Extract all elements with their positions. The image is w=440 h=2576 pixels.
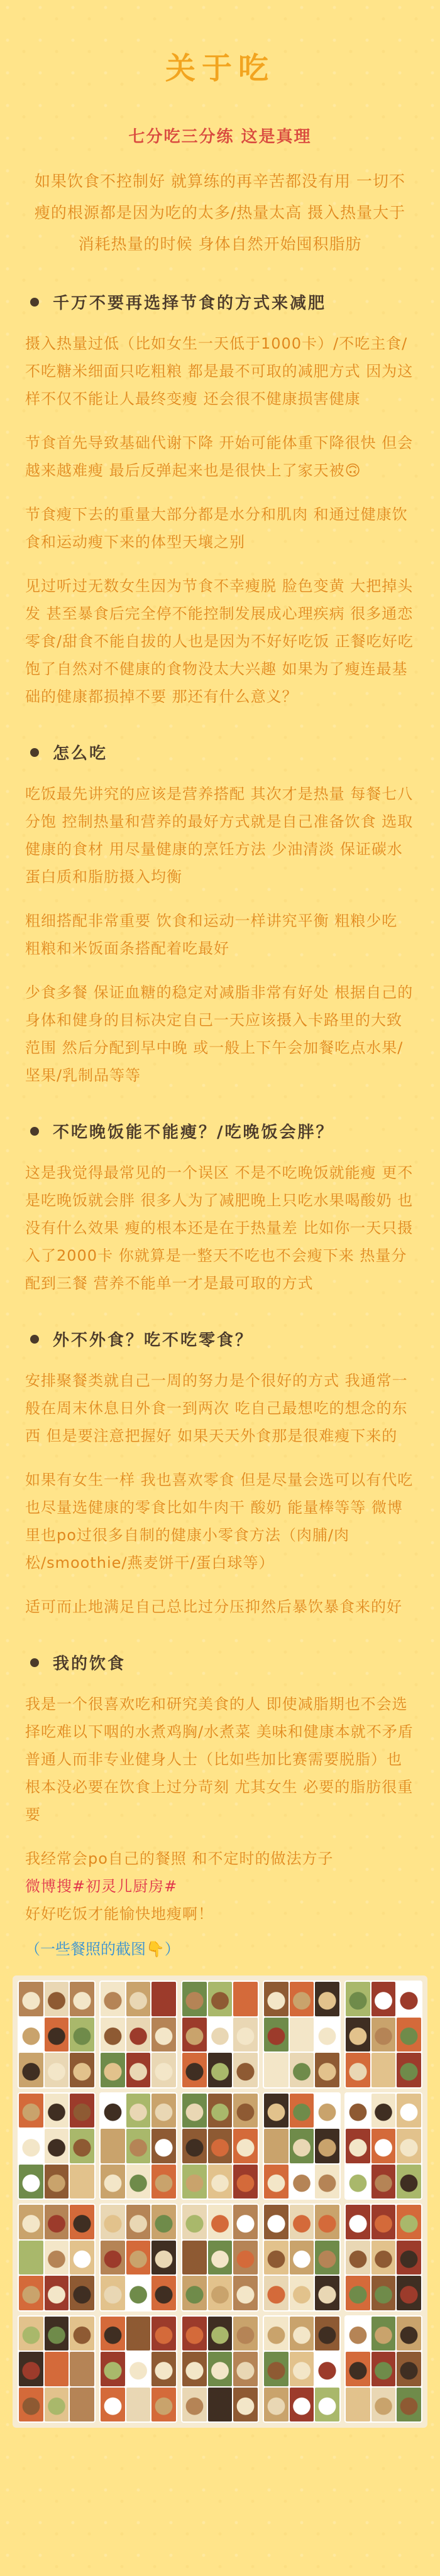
food-tile (45, 2129, 69, 2163)
food-tile (346, 1982, 370, 2016)
food-tile (397, 2165, 421, 2199)
food-tile (182, 2352, 207, 2386)
food-tile (45, 2317, 69, 2351)
photos-caption: （一些餐照的截图👇） (25, 1940, 180, 1958)
food-tile (19, 2165, 43, 2199)
food-tile (397, 2129, 421, 2163)
food-tile (182, 2129, 207, 2163)
section-heading (25, 1327, 415, 1350)
food-tile (397, 1982, 421, 2016)
food-tile (371, 2129, 396, 2163)
food-tile (264, 2241, 289, 2275)
food-tile (346, 2276, 370, 2310)
food-tile (182, 2241, 207, 2275)
food-tile (101, 2276, 125, 2310)
food-tile (290, 2165, 314, 2199)
food-tile (264, 1982, 289, 2016)
food-tile (371, 2276, 396, 2310)
food-tile (264, 2317, 289, 2351)
food-tile (19, 2317, 43, 2351)
meal-photo (263, 1981, 341, 2089)
bullet-icon (30, 1335, 39, 1344)
food-tile (126, 2317, 151, 2351)
food-tile (346, 2317, 370, 2351)
food-tile (19, 2129, 43, 2163)
food-tile (371, 2352, 396, 2386)
food-tile (264, 2018, 289, 2052)
food-tile (315, 2276, 339, 2310)
food-tile (397, 2018, 421, 2052)
food-tile (70, 2018, 94, 2052)
paragraph: 节食瘦下去的重量大部分都是水分和肌肉 和通过健康饮食和运动瘦下来的体型天壤之别 (25, 506, 408, 551)
food-tile (101, 2129, 125, 2163)
food-tile (371, 2165, 396, 2199)
food-tile (290, 2094, 314, 2128)
food-tile (371, 2241, 396, 2275)
section-heading-text: 千万不要再选择节食的方式来减肥 (53, 294, 327, 313)
food-tile (208, 2205, 233, 2239)
food-tile (233, 2018, 258, 2052)
food-tile (182, 1982, 207, 2016)
food-tile (151, 2018, 176, 2052)
food-tile (19, 2018, 43, 2052)
food-tile (371, 2018, 396, 2052)
food-tile (397, 2094, 421, 2128)
food-tile (101, 2094, 125, 2128)
food-tile (208, 2241, 233, 2275)
paragraph: 我经常会po自己的餐照 和不定时的做法方子 (25, 1850, 334, 1867)
food-tile (208, 2053, 233, 2087)
food-tile (208, 2094, 233, 2128)
food-tile (101, 1982, 125, 2016)
header (0, 0, 440, 147)
bullet-icon (30, 1658, 39, 1667)
section-no-dieting (25, 290, 415, 710)
food-tile (264, 2094, 289, 2128)
food-tile (126, 2205, 151, 2239)
food-tile (233, 2205, 258, 2239)
food-tile (45, 2205, 69, 2239)
food-tile (290, 1982, 314, 2016)
paragraph: 安排聚餐类就自己一周的努力是个很好的方式 我通常一般在周末休息日外食一到两次 吃自己最想吃的想念的东西 但是要注意把握好 如果天天外食那是很难瘦下来的 (25, 1372, 408, 1445)
food-tile (45, 2241, 69, 2275)
food-tile (315, 1982, 339, 2016)
food-tile (151, 2165, 176, 2199)
food-tile (19, 2205, 43, 2239)
section-heading-text: 不吃晚饭能不能瘦？/吃晚饭会胖？ (53, 1123, 334, 1142)
food-tile (264, 2352, 289, 2386)
bullet-icon (30, 748, 39, 757)
food-tile (397, 2276, 421, 2310)
food-tile (19, 2388, 43, 2422)
food-tile (126, 1982, 151, 2016)
food-tile (101, 2388, 125, 2422)
section-my-diet (25, 1651, 415, 1963)
food-tile (101, 2241, 125, 2275)
food-tile (151, 2317, 176, 2351)
food-tile (208, 2352, 233, 2386)
paragraph: 适可而止地满足自己总比过分压抑然后暴饮暴食来的好 (25, 1598, 402, 1616)
food-tile (101, 2205, 125, 2239)
meal-photo (344, 1981, 422, 2089)
meal-photo (18, 1981, 96, 2089)
meal-photo (181, 1981, 259, 2089)
food-tile (315, 2165, 339, 2199)
food-tile (264, 2205, 289, 2239)
food-tile (346, 2165, 370, 2199)
food-tile (126, 2094, 151, 2128)
food-tile (264, 2129, 289, 2163)
paragraph: 我是一个很喜欢吃和研究美食的人 即使减脂期也不会选择吃难以下咽的水煮鸡胸/水煮菜 美味和健康本就不矛盾 普通人而非专业健身人士（比如些加比赛需要脱脂）也根本没必要在饮食上过分苛刻 尤其女生 必要的脂肪很重要 (25, 1695, 414, 1823)
food-tile (151, 1982, 176, 2016)
food-tile (151, 2129, 176, 2163)
food-tile (346, 2352, 370, 2386)
meal-photo (263, 2092, 341, 2200)
food-tile (70, 2276, 94, 2310)
page-title: 关于吃 (165, 51, 275, 86)
food-tile (290, 2388, 314, 2422)
food-tile (126, 2018, 151, 2052)
paragraph: 节食首先导致基础代谢下降 开始可能体重下降很快 但会越来越难瘦 最后反弹起来也是很快上了家天被🙃 (25, 434, 414, 479)
food-tile (151, 2352, 176, 2386)
food-tile (371, 2094, 396, 2128)
food-tile (315, 2241, 339, 2275)
section-heading (25, 290, 415, 313)
section-how-to-eat (25, 741, 415, 1089)
meal-photo (344, 2092, 422, 2200)
weibo-hashtag: 微博搜#初灵儿厨房# (25, 1878, 178, 1895)
food-tile (126, 2165, 151, 2199)
paragraph: 粗细搭配非常重要 饮食和运动一样讲究平衡 粗粮少吃 粗粮和米饭面条搭配着吃最好 (25, 912, 398, 957)
paragraph: 吃饭最先讲究的应该是营养搭配 其次才是热量 每餐七八分饱 控制热量和营养的最好方式就是自己准备饮食 选取健康的食材 用尽量健康的烹饪方法 少油清淡 保证碳水 蛋白质和脂肪摄入均衡 (25, 785, 414, 886)
food-tile (208, 2165, 233, 2199)
food-tile (290, 2205, 314, 2239)
food-tile (233, 2165, 258, 2199)
food-tile (70, 2094, 94, 2128)
food-tile (45, 1982, 69, 2016)
meal-photo (18, 2092, 96, 2200)
food-tile (101, 2317, 125, 2351)
section-heading (25, 1651, 415, 1674)
meal-photo (263, 2315, 341, 2423)
food-tile (315, 2352, 339, 2386)
meal-photo (18, 2204, 96, 2312)
meal-photo (181, 2204, 259, 2312)
food-tile (290, 2129, 314, 2163)
food-tile (290, 2018, 314, 2052)
bullet-icon (30, 298, 39, 307)
food-tile (19, 2053, 43, 2087)
food-tile (19, 2276, 43, 2310)
section-heading-text: 怎么吃 (53, 744, 108, 763)
meal-photo (99, 2092, 177, 2200)
food-tile (397, 2205, 421, 2239)
food-tile (70, 2205, 94, 2239)
food-tile (315, 2317, 339, 2351)
food-tile (19, 1982, 43, 2016)
meal-photo (344, 2315, 422, 2423)
food-tile (208, 2129, 233, 2163)
food-tile (315, 2018, 339, 2052)
food-tile (290, 2317, 314, 2351)
food-tile (371, 2053, 396, 2087)
section-heading-text: 外不外食？吃不吃零食？ (53, 1331, 254, 1350)
meal-photo-collage (13, 1975, 427, 2428)
food-tile (290, 2053, 314, 2087)
food-tile (315, 2053, 339, 2087)
food-tile (45, 2165, 69, 2199)
food-tile (264, 2388, 289, 2422)
section-heading-text: 我的饮食 (53, 1655, 126, 1673)
page-subtitle: 七分吃三分练 这是真理 (128, 128, 312, 146)
bullet-icon (30, 1127, 39, 1136)
food-tile (233, 2276, 258, 2310)
food-tile (126, 2388, 151, 2422)
food-tile (290, 2276, 314, 2310)
food-tile (208, 1982, 233, 2016)
food-tile (70, 1982, 94, 2016)
food-tile (126, 2053, 151, 2087)
food-tile (290, 2241, 314, 2275)
section-heading (25, 741, 415, 764)
paragraph: 这是我觉得最常见的一个误区 不是不吃晚饭就能瘦 更不是吃晚饭就会胖 很多人为了减肥晚上只吃水果喝酸奶 也没有什么效果 瘦的根本还是在于热量差 比如你一天只摄入了2000卡 你就算是一整天不吃也不会瘦下来 热量分配到三餐 营养不能单一才是最可取的方式 (25, 1164, 414, 1292)
food-tile (346, 2241, 370, 2275)
food-tile (70, 2053, 94, 2087)
food-tile (126, 2276, 151, 2310)
food-tile (151, 2205, 176, 2239)
food-tile (264, 2165, 289, 2199)
section-heading (25, 1119, 415, 1143)
food-tile (101, 2053, 125, 2087)
food-tile (233, 2352, 258, 2386)
food-tile (70, 2129, 94, 2163)
food-tile (19, 2352, 43, 2386)
food-tile (19, 2241, 43, 2275)
food-tile (182, 2388, 207, 2422)
food-tile (397, 2352, 421, 2386)
food-tile (208, 2317, 233, 2351)
food-tile (151, 2388, 176, 2422)
food-tile (233, 2053, 258, 2087)
food-tile (45, 2053, 69, 2087)
food-tile (233, 2388, 258, 2422)
meal-photo (99, 2204, 177, 2312)
food-tile (182, 2276, 207, 2310)
food-tile (70, 2352, 94, 2386)
food-tile (151, 2053, 176, 2087)
meal-photo (181, 2092, 259, 2200)
food-tile (346, 2205, 370, 2239)
food-tile (208, 2276, 233, 2310)
food-tile (126, 2241, 151, 2275)
food-tile (151, 2094, 176, 2128)
food-tile (208, 2018, 233, 2052)
paragraph: 摄入热量过低（比如女生一天低于1000卡）/不吃主食/不吃糖米细面只吃粗粮 都是最不可取的减肥方式 因为这样不仅不能让人最终变瘦 还会很不健康损害健康 (25, 335, 414, 408)
food-tile (45, 2018, 69, 2052)
food-tile (151, 2241, 176, 2275)
food-tile (233, 2094, 258, 2128)
food-tile (182, 2165, 207, 2199)
food-tile (315, 2094, 339, 2128)
section-dinner (25, 1119, 415, 1297)
food-tile (397, 2317, 421, 2351)
meal-photo (181, 2315, 259, 2423)
food-tile (182, 2094, 207, 2128)
intro-paragraph: 如果饮食不控制好 就算练的再辛苦都没有用 一切不瘦的根源都是因为吃的太多/热量太高 摄入热量大于消耗热量的时候 身体自然开始囤积脂肪 (34, 172, 406, 253)
food-tile (126, 2352, 151, 2386)
food-tile (19, 2094, 43, 2128)
food-tile (101, 2018, 125, 2052)
food-tile (397, 2388, 421, 2422)
food-tile (346, 2018, 370, 2052)
food-tile (101, 2165, 125, 2199)
food-tile (397, 2053, 421, 2087)
meal-photo (18, 2315, 96, 2423)
closing-line: 好好吃饭才能愉快地瘦啊！ (25, 1905, 214, 1923)
meal-photo (344, 2204, 422, 2312)
food-tile (290, 2352, 314, 2386)
food-tile (264, 2276, 289, 2310)
food-tile (315, 2205, 339, 2239)
meal-photo (99, 1981, 177, 2089)
food-tile (346, 2053, 370, 2087)
food-tile (101, 2352, 125, 2386)
food-tile (233, 2241, 258, 2275)
food-tile (182, 2317, 207, 2351)
food-tile (70, 2317, 94, 2351)
food-tile (45, 2388, 69, 2422)
food-tile (126, 2129, 151, 2163)
food-tile (346, 2129, 370, 2163)
food-tile (182, 2053, 207, 2087)
food-tile (397, 2241, 421, 2275)
paragraph: 少食多餐 保证血糖的稳定对减脂非常有好处 根据自己的身体和健身的目标决定自己一天应该摄入卡路里的大致范围 然后分配到早中晚 或一般上下午会加餐吃点水果/坚果/乳制品等等 (25, 984, 414, 1084)
food-tile (233, 2317, 258, 2351)
meal-photo (99, 2315, 177, 2423)
food-tile (182, 2205, 207, 2239)
food-tile (45, 2352, 69, 2386)
food-tile (45, 2094, 69, 2128)
food-tile (233, 2129, 258, 2163)
food-tile (346, 2388, 370, 2422)
food-tile (371, 2388, 396, 2422)
food-tile (371, 2205, 396, 2239)
food-tile (315, 2129, 339, 2163)
food-tile (371, 2317, 396, 2351)
food-tile (151, 2276, 176, 2310)
food-tile (315, 2388, 339, 2422)
food-tile (70, 2241, 94, 2275)
food-tile (182, 2018, 207, 2052)
paragraph: 如果有女生一样 我也喜欢零食 但是尽量会选可以有代吃 也尽量选健康的零食比如牛肉干 酸奶 能量棒等等 微博里也po过很多自制的健康小零食方法（肉脯/肉松/smoothie/燕麦饼干/蛋白球等） (25, 1471, 414, 1572)
food-tile (264, 2053, 289, 2087)
food-tile (70, 2165, 94, 2199)
food-tile (346, 2094, 370, 2128)
paragraph: 见过听过无数女生因为节食不幸瘦脱 脸色变黄 大把掉头发 甚至暴食后完全停不能控制发展成心理疾病 很多通恋零食/甜食不能自拔的人也是因为不好好吃饭 正餐吃好吃饱了自然对不健康的食物没太大兴趣 如果为了瘦连最基础的健康都损掉不要 那还有什么意义？ (25, 577, 414, 705)
food-tile (45, 2276, 69, 2310)
food-tile (70, 2388, 94, 2422)
meal-photo (263, 2204, 341, 2312)
food-tile (233, 1982, 258, 2016)
section-eating-out-snacks (25, 1327, 415, 1621)
food-tile (208, 2388, 233, 2422)
food-tile (371, 1982, 396, 2016)
